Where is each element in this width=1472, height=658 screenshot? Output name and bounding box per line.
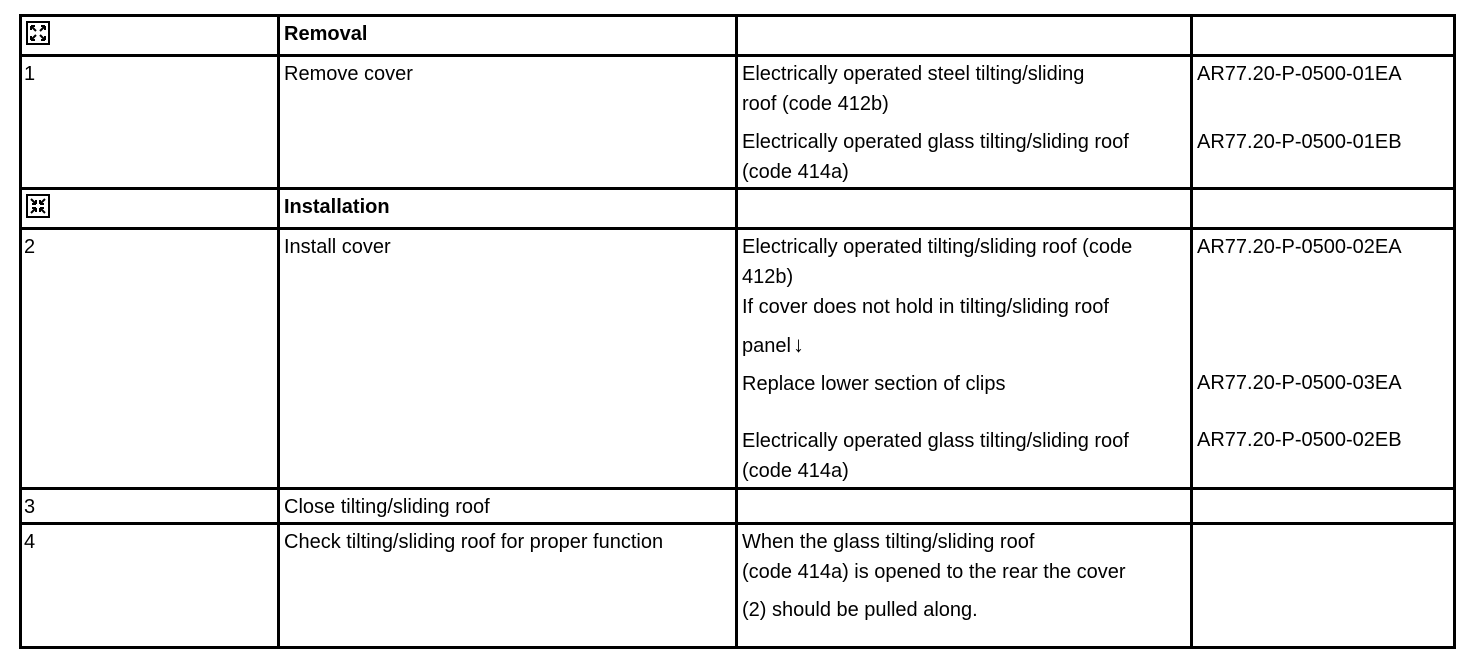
cell-references: [1192, 56, 1455, 189]
step-action: Remove cover: [284, 63, 413, 85]
step-action: Install cover: [284, 236, 391, 258]
step-number: 4: [24, 531, 36, 553]
cell-empty: [1192, 16, 1455, 56]
note-line: panel: [742, 335, 791, 357]
note-line: If cover does not hold in tilting/sliding roof: [742, 296, 1109, 318]
note-line: (code 414a) is opened to the rear the cover: [742, 561, 1126, 583]
note-line: (code 414a): [742, 161, 849, 183]
note-line: Electrically operated glass tilting/sliding roof: [742, 430, 1129, 452]
table-row-step-3: [21, 489, 1455, 524]
step-action: Close tilting/sliding roof: [284, 496, 490, 518]
note-line: 412b): [742, 266, 794, 288]
note-line: Electrically operated glass tilting/sliding roof: [742, 131, 1129, 153]
note-line: Electrically operated tilting/sliding roof (code: [742, 236, 1133, 258]
table-row-step-2: [21, 229, 1455, 489]
reference-link[interactable]: AR77.20-P-0500-03EA: [1197, 372, 1402, 394]
table-row-installation-header: [21, 189, 1455, 229]
cell-empty: [737, 489, 1192, 524]
cell-notes: [737, 229, 1192, 489]
cell-section-title: [279, 189, 737, 229]
cell-empty: [1192, 489, 1455, 524]
note-line: (2) should be pulled along.: [742, 599, 978, 621]
cell-empty: [1192, 524, 1455, 648]
table-row-step-1: [21, 56, 1455, 189]
expand-arrows-icon[interactable]: [26, 21, 50, 45]
note-line: roof (code 412b): [742, 93, 889, 115]
reference-link[interactable]: AR77.20-P-0500-01EA: [1197, 63, 1402, 85]
cell-step-number: [21, 489, 279, 524]
section-title-removal: Removal: [284, 23, 368, 45]
cell-notes: [737, 524, 1192, 648]
cell-references: [1192, 229, 1455, 489]
note-line: Electrically operated steel tilting/sliding: [742, 63, 1085, 85]
cell-empty: [737, 16, 1192, 56]
procedure-table: [19, 14, 1456, 649]
step-number: 2: [24, 236, 36, 258]
step-number: 1: [24, 63, 36, 85]
down-arrow-icon: ↓: [792, 332, 804, 357]
reference-link[interactable]: AR77.20-P-0500-02EB: [1197, 429, 1402, 451]
cell-step-number: [21, 524, 279, 648]
section-title-installation: Installation: [284, 196, 390, 218]
table-row-step-4: [21, 524, 1455, 648]
collapse-arrows-icon[interactable]: [26, 194, 50, 218]
cell-section-title: [279, 16, 737, 56]
note-line: When the glass tilting/sliding roof: [742, 531, 1035, 553]
step-action: Check tilting/sliding roof for proper function: [284, 531, 664, 553]
step-number: 3: [24, 496, 36, 518]
cell-step-number: [21, 56, 279, 189]
cell-icon: [21, 189, 279, 229]
cell-empty: [737, 189, 1192, 229]
cell-action: [279, 56, 737, 189]
cell-action: [279, 524, 737, 648]
cell-empty: [1192, 189, 1455, 229]
table-row-removal-header: [21, 16, 1455, 56]
cell-step-number: [21, 229, 279, 489]
cell-action: [279, 489, 737, 524]
cell-icon: [21, 16, 279, 56]
cell-action: [279, 229, 737, 489]
reference-link[interactable]: AR77.20-P-0500-02EA: [1197, 236, 1402, 258]
note-line: Replace lower section of clips: [742, 373, 1006, 395]
note-line: (code 414a): [742, 460, 849, 482]
reference-link[interactable]: AR77.20-P-0500-01EB: [1197, 131, 1402, 153]
cell-notes: [737, 56, 1192, 189]
